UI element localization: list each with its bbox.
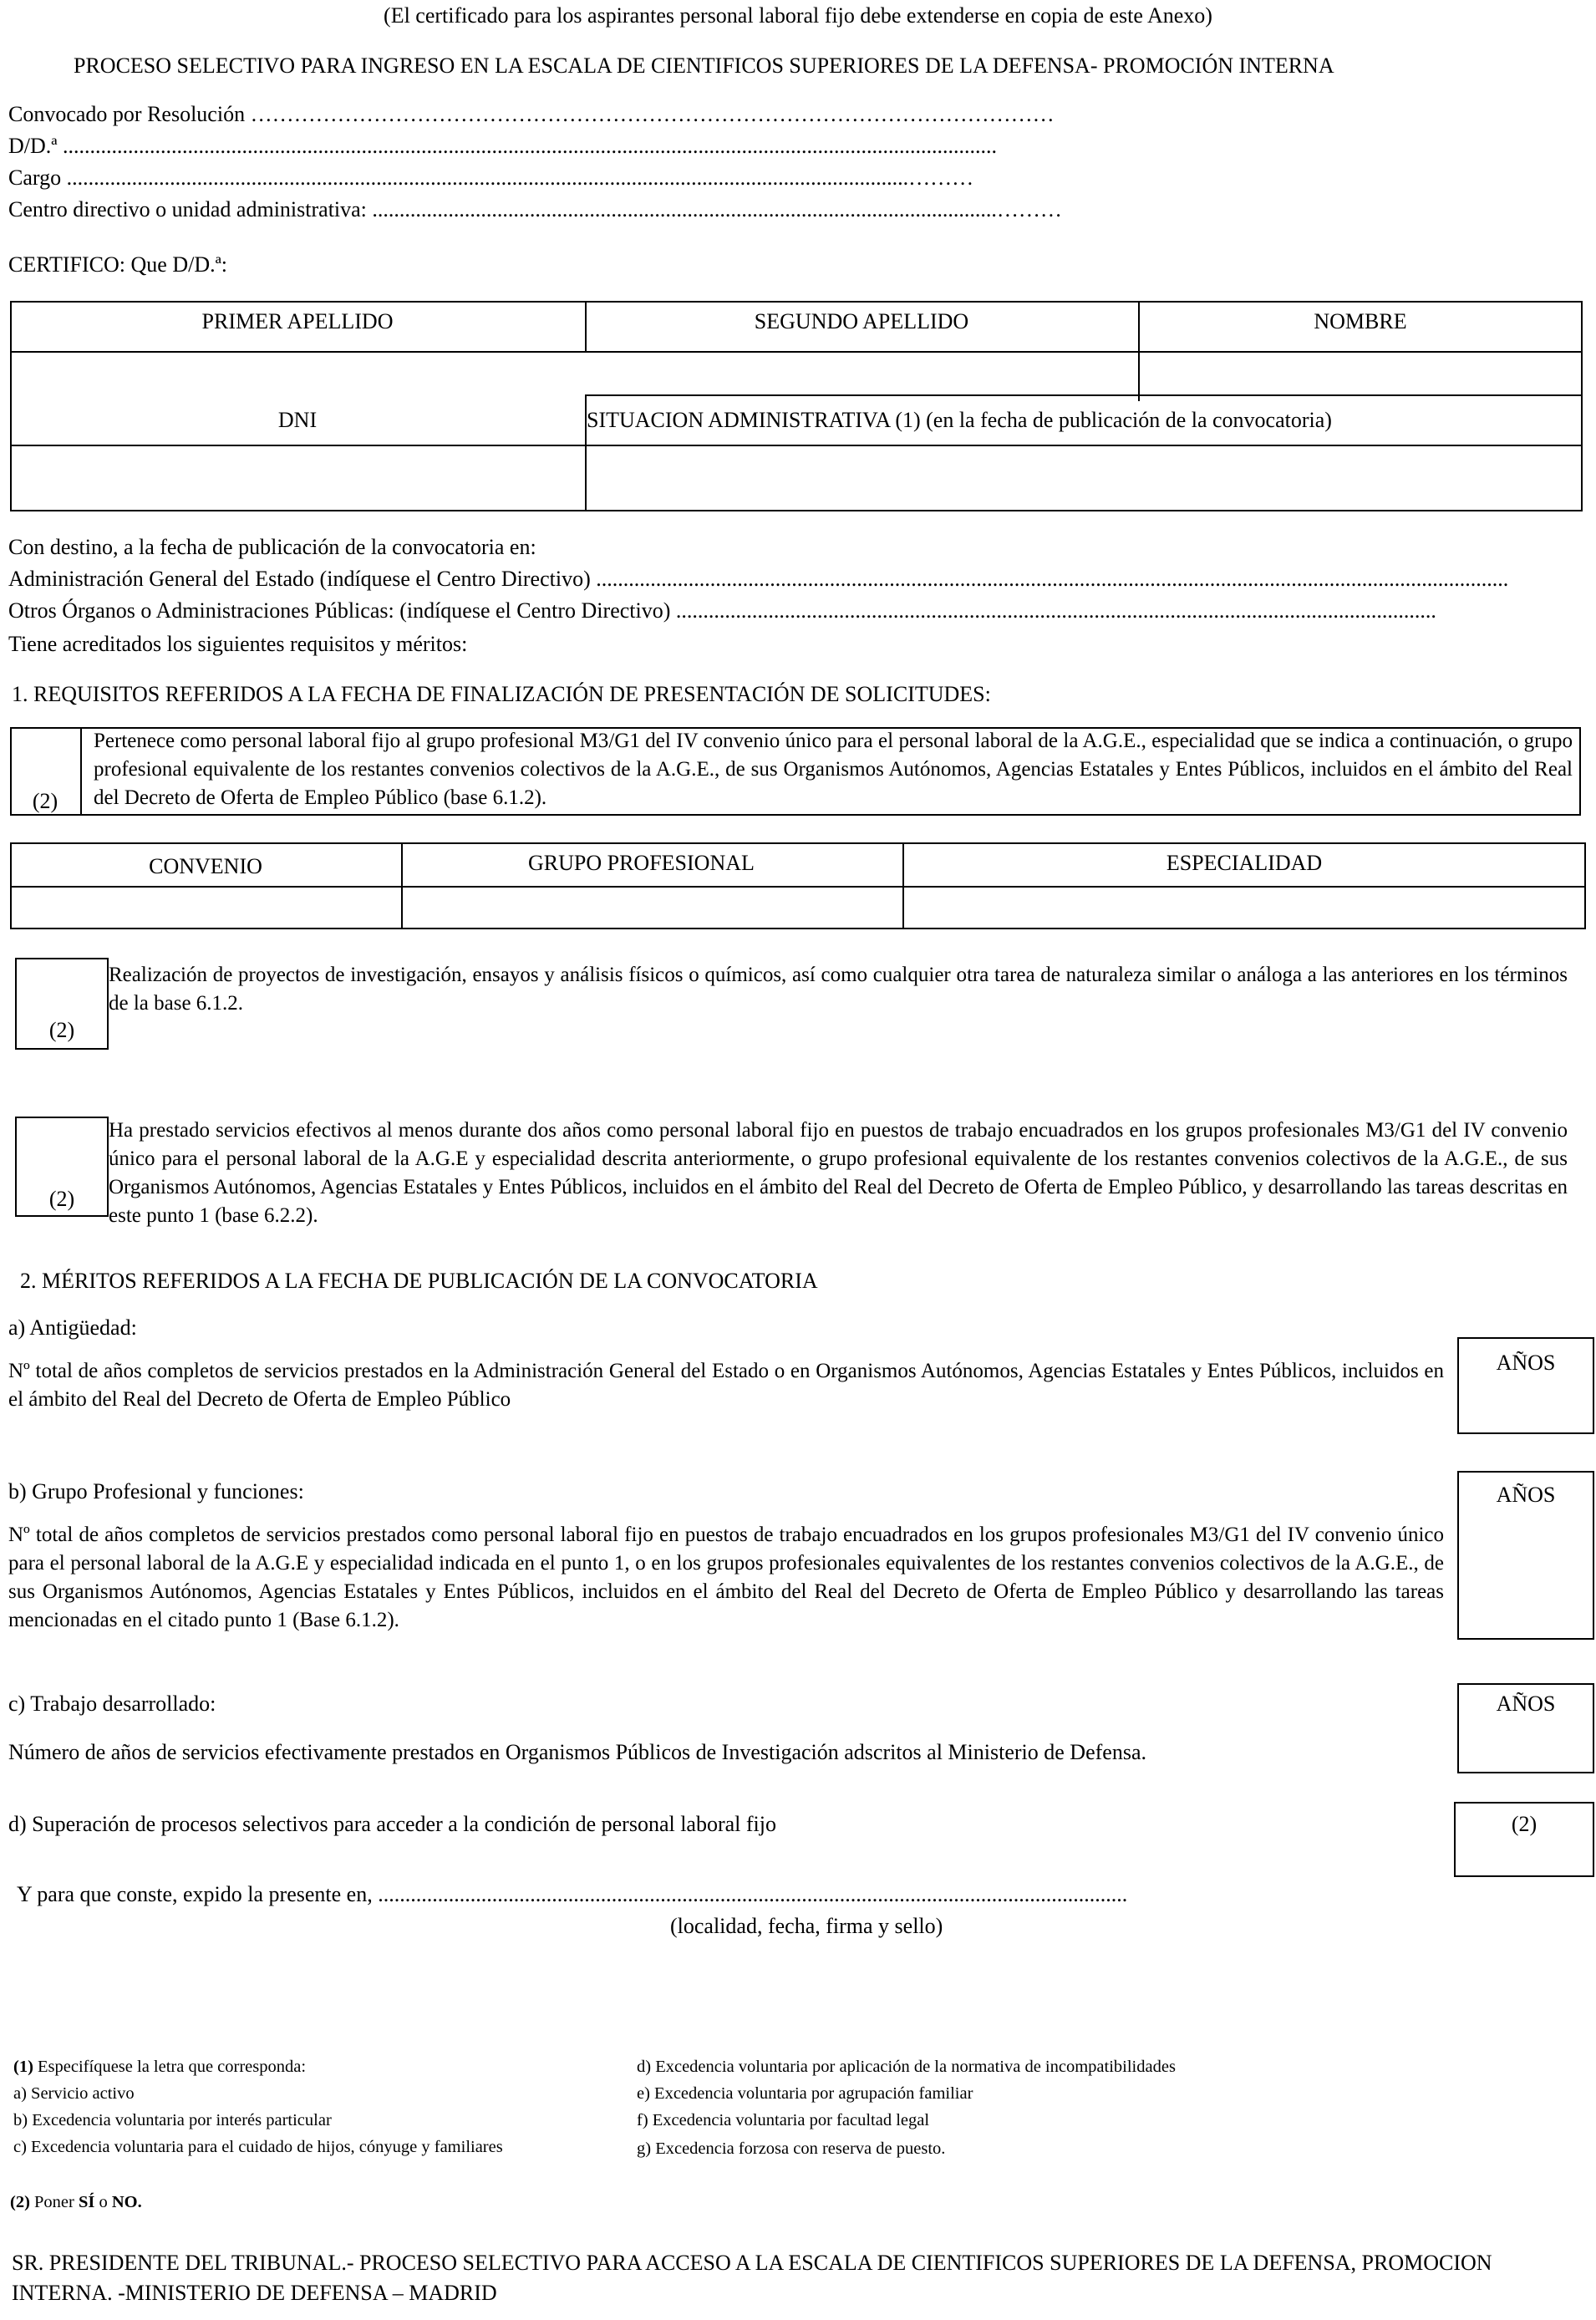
footnote-2-period: . bbox=[137, 2193, 142, 2211]
superacion-mark: (2) bbox=[1511, 1812, 1538, 1836]
centro-line bbox=[8, 194, 1567, 226]
header-note: (El certificado para los aspirantes personal laboral fijo debe extenderse en copia de este Anexo) bbox=[384, 3, 1212, 28]
footer-address: SR. PRESIDENTE DEL TRIBUNAL.- PROCESO SELECTIVO PARA ACCESO A LA ESCALA DE CIENTIFICOS SUPERIORES DE LA DEFENSA, PROMOCION INTERNA. -MINISTERIO DE DEFENSA – MADRID bbox=[12, 2251, 1492, 2305]
destino-age-line bbox=[8, 563, 1571, 595]
cargo-dots[interactable]: ...........................................................................................................................................................……… bbox=[66, 165, 974, 190]
grupo-label: b) Grupo Profesional y funciones: bbox=[8, 1479, 304, 1503]
dda-dots[interactable]: ............................................................................................................................................................................ bbox=[62, 134, 997, 158]
requisito-3-mark: (2) bbox=[48, 1187, 75, 1211]
nombre-field[interactable] bbox=[1140, 353, 1581, 393]
dni-field[interactable] bbox=[12, 446, 583, 510]
requisito-1-text: Pertenece como personal laboral fijo al grupo profesional M3/G1 del IV convenio único para el personal laboral de la A.G.E., especialidad que se indica a continuación, o grupo profesional equivalente de los restantes convenios colectivos de la A.G.E., de sus Organismos Autónomos, Agencias Estatales y Entes Públicos, incluidos en el ámbito del Real del Decreto de Oferta de Empleo Público (base 6.1.2). bbox=[94, 730, 1573, 809]
dda-label: D/D.ª bbox=[8, 134, 58, 158]
footnote-c: c) Excedencia voluntaria para el cuidado de hijos, cónyuge y familiares bbox=[13, 2138, 503, 2156]
footnote-d: d) Excedencia voluntaria por aplicación de la normativa de incompatibilidades bbox=[637, 2058, 1176, 2076]
convocado-dots[interactable]: ………………………………………………………………………………………………… bbox=[250, 102, 1055, 126]
trabajo-anos-label: AÑOS bbox=[1496, 1692, 1556, 1716]
footnote-1-title: Especifíquese la letra que corresponda: bbox=[33, 2058, 307, 2076]
requisito-3-text: Ha prestado servicios efectivos al menos durante dos años como personal laboral fijo en puestos de trabajo encuadrados en los grupos profesionales M3/G1 del IV convenio único para el personal laboral de la A.G.E y especialidad descrita anteriormente, o grupo profesional equivalente de los restantes convenios colectivos de la A.G.E., de sus Organismos Autónomos, Agencias Estatales y Entes Públicos, incluidos en el ámbito del Real del Decreto de Oferta de Empleo Público, y desarrollando las tareas descritas en este punto 1 (base 6.2.2). bbox=[109, 1119, 1568, 1227]
closing-sub: (localidad, fecha, firma y sello) bbox=[670, 1914, 943, 1938]
grupo-anos-label: AÑOS bbox=[1496, 1483, 1556, 1507]
requisito-1-mark[interactable]: (2) bbox=[32, 789, 58, 813]
convocado-line bbox=[8, 99, 1055, 130]
footnote-2-num: (2) bbox=[10, 2193, 30, 2211]
closing-line bbox=[17, 1879, 1504, 1910]
section1-heading: 1. REQUISITOS REFERIDOS A LA FECHA DE FINALIZACIÓN DE PRESENTACIÓN DE SOLICITUDES: bbox=[12, 682, 991, 706]
col-nombre: NOMBRE bbox=[1314, 309, 1407, 333]
col-dni: DNI bbox=[277, 408, 318, 432]
destino-otros-line bbox=[8, 595, 1588, 627]
convenio-field[interactable] bbox=[12, 888, 399, 928]
destino-otros-label: Otros Órganos o Administraciones Públicas: (indíquese el Centro Directivo) bbox=[8, 598, 671, 623]
situacion-field[interactable] bbox=[587, 446, 1581, 510]
superacion-label: d) Superación de procesos selectivos para acceder a la condición de personal laboral fijo bbox=[8, 1812, 777, 1836]
col-segundo-apellido: SEGUNDO APELLIDO bbox=[754, 309, 969, 333]
footnote-a: a) Servicio activo bbox=[13, 2084, 135, 2103]
requisitos-intro: Tiene acreditados los siguientes requisitos y méritos: bbox=[8, 632, 468, 656]
footnote-2-si: SÍ bbox=[78, 2193, 95, 2211]
requisito-1-divider bbox=[80, 727, 82, 816]
col-especialidad: ESPECIALIDAD bbox=[1166, 851, 1323, 875]
col-convenio: CONVENIO bbox=[149, 854, 262, 878]
section2-heading: 2. MÉRITOS REFERIDOS A LA FECHA DE PUBLICACIÓN DE LA CONVOCATORIA bbox=[20, 1269, 818, 1293]
trabajo-text: Número de años de servicios efectivamente prestados en Organismos Públicos de Investigación adscritos al Ministerio de Defensa. bbox=[8, 1740, 1146, 1764]
requisito-2-text: Realización de proyectos de investigación, ensayos y análisis físicos o químicos, así como cualquier otra tarea de naturaleza similar o análoga a las anteriores en los términos de la base 6.1.2. bbox=[109, 964, 1568, 1015]
antiguedad-text: Nº total de años completos de servicios prestados en la Administración General del Estado o en Organismos Autónomos, Agencias Estatales y Entes Públicos, incluidos en el ámbito del Real del Decreto de Oferta de Empleo Público bbox=[8, 1360, 1444, 1411]
grupo-text: Nº total de años completos de servicios prestados como personal laboral fijo en puestos de trabajo encuadrados en los grupos profesionales M3/G1 del IV convenio único para el personal laboral de la A.G.E y especialidad indicada en el punto 1, o en los grupos profesionales equivalentes de los restantes convenios colectivos de la A.G.E., de sus Organismos Autónomos, Agencias Estatales y Entes Públicos, incluidos en el ámbito del Real del Decreto de Oferta de Empleo Público y desarrollando las tareas mencionadas en el citado punto 1 (Base 6.1.2). bbox=[8, 1524, 1444, 1631]
footnote-1-heading bbox=[13, 2054, 306, 2080]
convocado-label: Convocado por Resolución bbox=[8, 102, 246, 126]
antiguedad-anos-label: AÑOS bbox=[1496, 1351, 1556, 1375]
footnote-1-num: (1) bbox=[13, 2058, 33, 2076]
footnote-2-no: NO bbox=[111, 2193, 138, 2211]
footnote-f: f) Excedencia voluntaria por facultad legal bbox=[637, 2111, 930, 2129]
cargo-line bbox=[8, 162, 1567, 194]
dda-line bbox=[8, 130, 1567, 162]
requisito-2-mark: (2) bbox=[48, 1018, 75, 1042]
col-primer-apellido: PRIMER APELLIDO bbox=[201, 309, 394, 333]
destino-age-dots[interactable]: ........................................................................................................................................................................ bbox=[596, 567, 1509, 591]
destino-otros-dots[interactable]: ............................................................................................................................................ bbox=[675, 598, 1436, 623]
footnote-2 bbox=[10, 2190, 142, 2216]
footnote-2-or: o bbox=[94, 2193, 112, 2211]
closing-dots[interactable]: .......................................................................................................................................... bbox=[378, 1882, 1128, 1906]
footnote-g: g) Excedencia forzosa con reserva de puesto. bbox=[637, 2139, 946, 2158]
form-title: PROCESO SELECTIVO PARA INGRESO EN LA ESCALA DE CIENTIFICOS SUPERIORES DE LA DEFENSA- PROMOCIÓN INTERNA bbox=[74, 53, 1334, 78]
closing-text: Y para que conste, expido la presente en, bbox=[17, 1882, 373, 1906]
centro-label: Centro directivo o unidad administrativa: bbox=[8, 197, 367, 221]
footnote-b: b) Excedencia voluntaria por interés particular bbox=[13, 2111, 332, 2129]
especialidad-field[interactable] bbox=[904, 888, 1584, 928]
centro-dots[interactable]: ...................................................................................................................……… bbox=[372, 197, 1062, 221]
destino-line1: Con destino, a la fecha de publicación de la convocatoria en: bbox=[8, 535, 536, 559]
col-grupo-profesional: GRUPO PROFESIONAL bbox=[528, 851, 755, 875]
col-situacion: SITUACION ADMINISTRATIVA (1) (en la fecha de publicación de la convocatoria) bbox=[587, 408, 1332, 432]
certifico-label: CERTIFICO: Que D/D.ª: bbox=[8, 252, 227, 277]
footnote-2-text: Poner bbox=[29, 2193, 79, 2211]
cargo-label: Cargo bbox=[8, 165, 62, 190]
primer-apellido-field[interactable] bbox=[12, 353, 583, 393]
grupo-profesional-field[interactable] bbox=[403, 888, 901, 928]
destino-age-label: Administración General del Estado (indíquese el Centro Directivo) bbox=[8, 567, 591, 591]
antiguedad-label: a) Antigüedad: bbox=[8, 1315, 137, 1340]
trabajo-label: c) Trabajo desarrollado: bbox=[8, 1692, 216, 1716]
footnote-e: e) Excedencia voluntaria por agrupación familiar bbox=[637, 2084, 973, 2103]
segundo-apellido-field[interactable] bbox=[587, 353, 1136, 393]
